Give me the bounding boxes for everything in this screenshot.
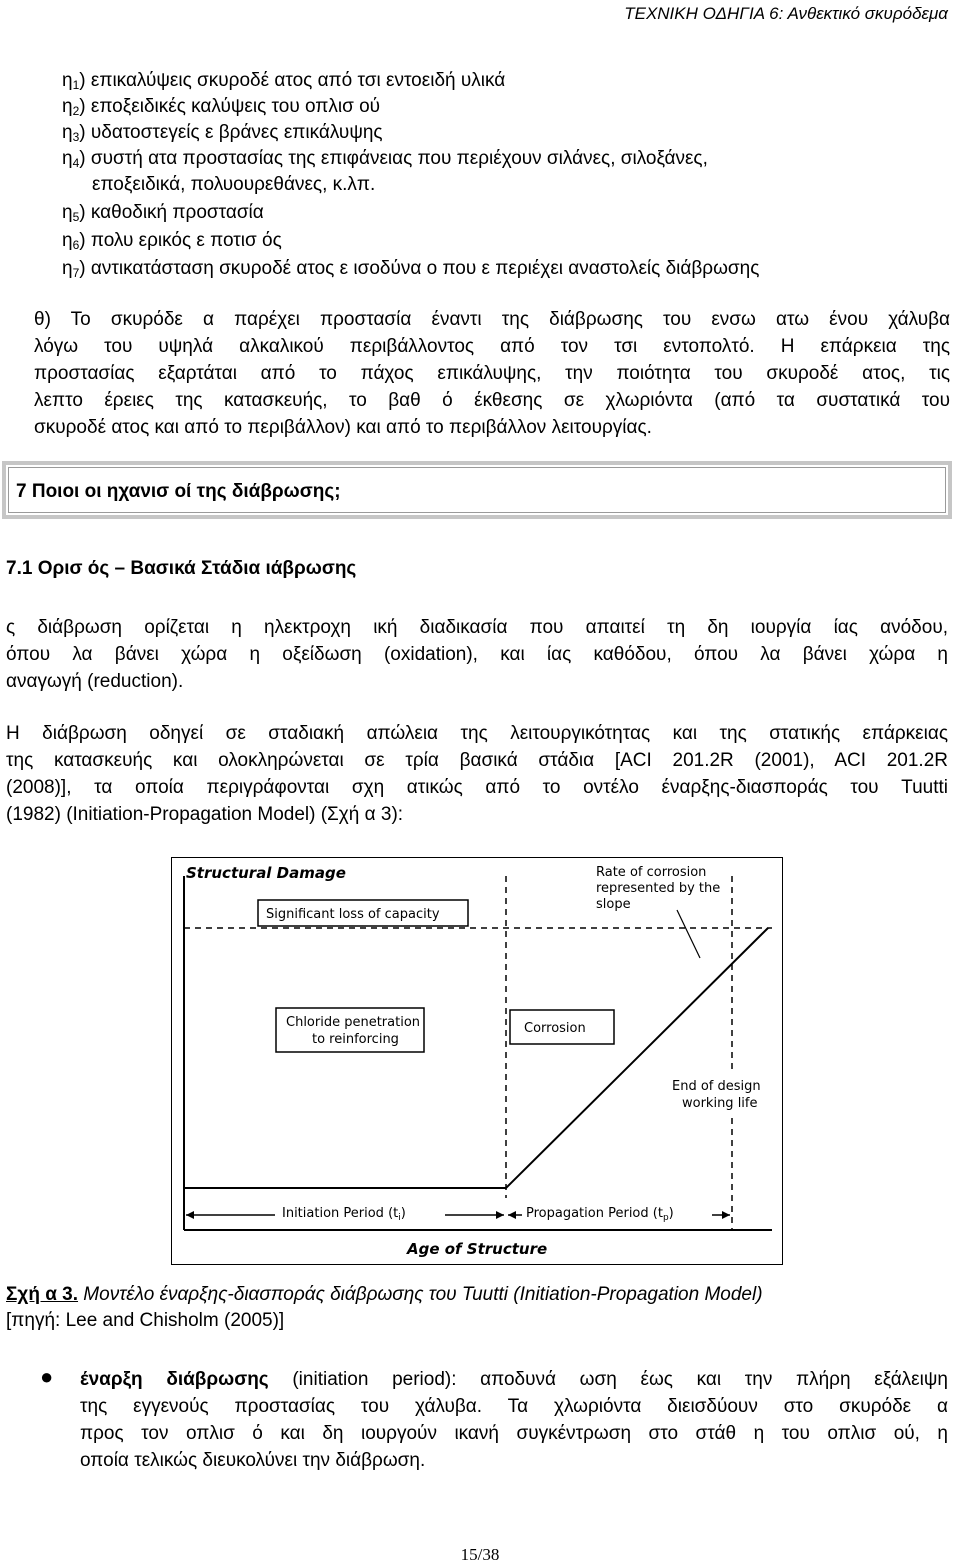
capacity-label: Significant loss of capacity <box>266 907 440 922</box>
end-label-line-2: working life <box>682 1096 758 1111</box>
subsection-title: 7.1 Ορισ ός – Βασικά Στάδια ιάβρωσης <box>6 558 357 579</box>
figure-caption <box>6 1282 763 1308</box>
x-axis-label: Age of Structure <box>407 1240 548 1258</box>
list-item-eta-2: $\eta_2$) εποξειδικές καλύψεις του οπλισ ού <box>62 96 381 118</box>
rate-label-line-3: slope <box>596 897 631 912</box>
chloride-label-line-1: Chloride penetration <box>286 1015 421 1030</box>
tuutti-model-diagram <box>172 858 782 1264</box>
tuutti-model-figure <box>171 857 783 1265</box>
list-item-eta-4: $\eta_4$) συστή ατα προστασίας της επιφάνειας που περιέχουν σιλάνες, σιλοξάνες, <box>62 148 708 170</box>
list-item-eta-4-continued: εποξειδικά, πολυουρεθάνες, κ.λπ. <box>92 174 376 195</box>
propagation-label: Propagation Period $(t_p)$ <box>526 1206 674 1223</box>
arrow-head <box>508 1211 516 1219</box>
rate-label-line-2: represented by the <box>596 881 721 896</box>
page-number: 15/38 <box>460 1545 500 1564</box>
y-axis-label: Structural Damage <box>186 864 346 882</box>
list-item-eta-6: $\eta_6$) πολυ ερικός ε ποτισ ός <box>62 230 282 252</box>
caption-source: [πηγή: Lee and Chisholm (2005)] <box>6 1310 285 1331</box>
slope-pointer <box>677 910 700 958</box>
list-item-eta-3: $\eta_3$) υδατοστεγείς ε βράνες επικάλυψης <box>62 122 383 144</box>
section-title: 7 Ποιοι οι ηχανισ οί της διάβρωσης; <box>16 481 341 502</box>
caption-text: Μοντέλο έναρξης-διασποράς διάβρωσης του Tuutti (Initiation-Propagation Model) <box>78 1284 763 1305</box>
initiation-label: Initiation Period $(t_i)$ <box>282 1206 406 1223</box>
rate-label-line-1: Rate of corrosion <box>596 865 707 880</box>
arrow-head <box>722 1211 730 1219</box>
caption-label: Σχή α 3. <box>6 1284 79 1305</box>
paragraph-definition: ς διάβρωση ορίζεται η ηλεκτροχη ική διαδικασία που απαιτεί τη δη ιουργία ίας ανόδου, όπου λα βάνει χώρα η οξείδωση (oxidation), και ίας καθόδου, όπου λα βάνει χώρα η αναγωγή (reduction). <box>6 617 948 692</box>
bullet-term: έναρξη διάβρωσης <box>80 1369 269 1390</box>
arrow-head <box>186 1211 194 1219</box>
arrow-head <box>496 1211 504 1219</box>
running-header: ΤΕΧΝΙΚΗ ΟΔΗΓΙΑ 6: Ανθεκτικό σκυρόδεμα <box>624 4 948 23</box>
list-item-eta-1: $\eta_1$) επικαλύψεις σκυροδέ ατος από τσι εντοειδή υλικά <box>62 70 506 92</box>
damage-curve <box>184 928 768 1188</box>
paragraph-theta: θ) Το σκυρόδε α παρέχει προστασία έναντι της διάβρωσης του ενσω ατω ένου χάλυβα λόγω του υψηλά αλκαλικού περιβάλλοντος από τον τσι εντοπολτό. Η επάρκεια της προστασίας εξαρτάται από το πάχος επικάλυψης, την ποιότητα του σκυροδέ ατος, τις λεπτο έρειες της κατασκευής, το βαθ ό έκθεσης σε χλωριόντα (από τα συστατικά του σκυροδέ ατος και από το περιβάλλον) και από το περιβάλλον λειτουργίας. <box>34 309 950 438</box>
list-item-eta-7: $\eta_7$) αντικατάσταση σκυροδέ ατος ε ισοδύνα ο που ε περιέχει αναστολείς διάβρωσης <box>62 258 760 280</box>
list-item-eta-5: $\eta_5$) καθοδική προστασία <box>62 202 264 224</box>
section-heading-box <box>2 461 952 519</box>
paragraph-stages: Η διάβρωση οδηγεί σε σταδιακή απώλεια της λειτουργικότητας και της στατικής επάρκειας της κατασκευής και ολοκληρώνεται σε τρία βασικά στάδια [ACI 201.2R (2001), ACI 201.2R (2008)], τα οποία περιγράφονται σχη ατικώς από το οντέλο έναρξης-διασποράς του Tuutti (1982) (Initiation-Propagation Model) (Σχή α 3): <box>6 723 948 825</box>
corrosion-label: Corrosion <box>524 1021 586 1036</box>
bullet-icon: ● <box>40 1364 54 1389</box>
chloride-label-line-2: to reinforcing <box>312 1032 399 1047</box>
bullet-item-initiation: έναρξη διάβρωσης (initiation period): αποδυνά ωση έως και την πλήρη εξάλειψη της εγγενούς προστασίας του χάλυβα. Τα χλωριόντα διεισδύουν στο σκυρόδε α προς τον οπλισ ό και δη ιουργούν ικανή συγκέντρωση στο στάθ η του οπλισ ού, η οποία τελικώς διευκολύνει την διάβρωση. <box>80 1369 948 1471</box>
end-label-line-1: End of design <box>672 1079 761 1094</box>
